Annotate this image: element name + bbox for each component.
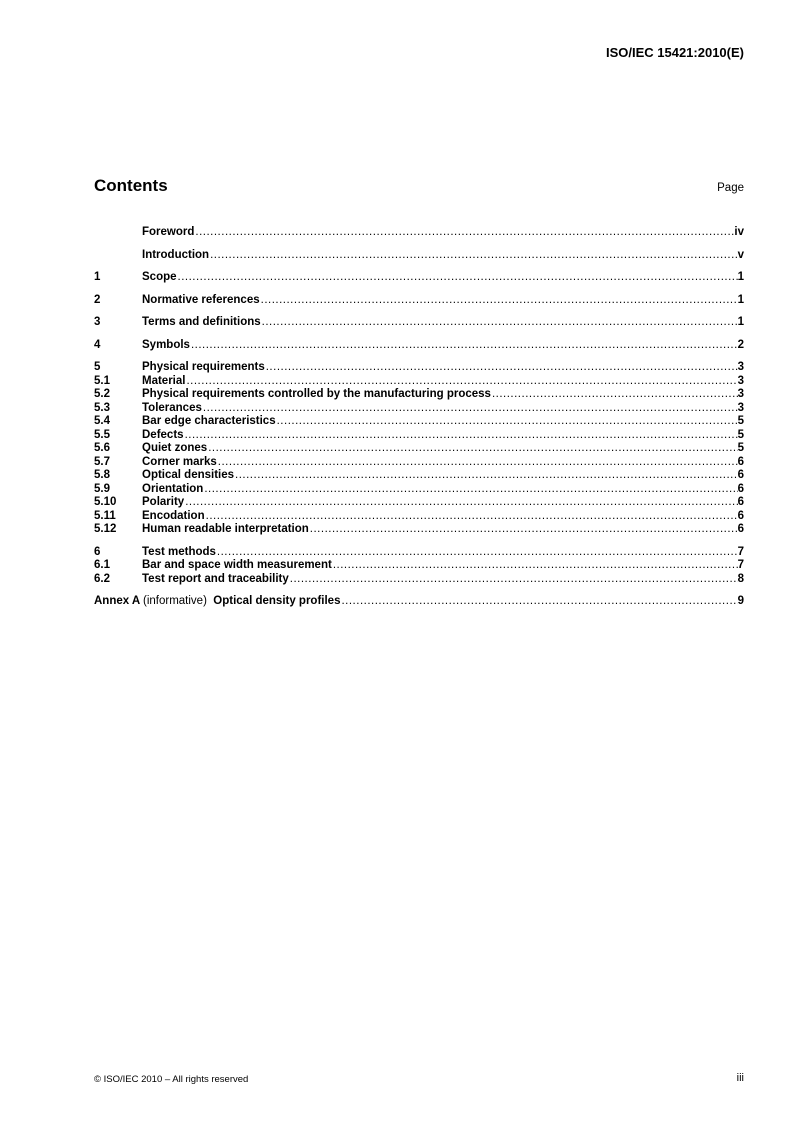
- toc-group: [94, 546, 744, 587]
- toc-entry-number: 5.12: [94, 523, 117, 535]
- toc-dot-leader: [333, 559, 738, 573]
- toc-entry-title: Polarity: [142, 496, 185, 508]
- toc-entry-page: 7: [737, 559, 744, 571]
- toc-entry-page: 6: [737, 509, 744, 522]
- annex-qualifier: (informative): [143, 595, 207, 607]
- toc-entry-number: 6.1: [94, 559, 110, 571]
- toc-entry-page: 6: [737, 482, 744, 495]
- toc-entry-number: 5.2: [94, 388, 110, 400]
- toc-entry[interactable]: [94, 546, 744, 560]
- toc-entry-title: Human readable interpretation: [142, 523, 309, 535]
- toc-entry-title: Scope: [142, 271, 177, 283]
- toc-entry-number: 5.10: [94, 496, 117, 508]
- toc-entry-number: 5: [94, 361, 101, 373]
- toc-dot-leader: [261, 294, 738, 308]
- toc-group: [94, 249, 744, 263]
- toc-entry-number: 5.7: [94, 455, 110, 468]
- toc-entry-number: 2: [94, 293, 101, 306]
- toc-entry-title: Encodation: [142, 509, 205, 522]
- toc-entry-title: Terms and definitions: [142, 316, 261, 328]
- toc-entry[interactable]: [94, 339, 744, 353]
- toc-entry-number: 1: [94, 271, 101, 283]
- toc-entry-page: 1: [737, 316, 744, 328]
- toc-dot-leader: [186, 375, 737, 389]
- toc-entry-page: 7: [737, 545, 744, 558]
- toc-dot-leader: [492, 388, 738, 402]
- toc-entry[interactable]: [94, 361, 744, 375]
- toc-dot-leader: [341, 595, 737, 609]
- toc-dot-leader: [178, 271, 738, 285]
- toc-entry-page: 9: [737, 595, 744, 607]
- toc-entry[interactable]: [94, 496, 744, 510]
- page-number: iii: [736, 1072, 744, 1084]
- toc-entry-number: 6.2: [94, 572, 110, 585]
- annex-title-group: [94, 595, 340, 609]
- toc-dot-leader: [235, 469, 738, 483]
- annex-label: Annex A: [94, 595, 140, 607]
- toc-entry[interactable]: [94, 294, 744, 308]
- toc-entry-page: iv: [734, 226, 744, 238]
- toc-entry-title: Normative references: [142, 293, 260, 306]
- toc-entry[interactable]: [94, 415, 744, 429]
- toc-group: [94, 595, 744, 609]
- toc-entry-title: Symbols: [142, 338, 190, 351]
- toc-entry-page: 3: [737, 388, 744, 400]
- toc-group: [94, 226, 744, 240]
- toc-entry-title: Foreword: [142, 226, 195, 238]
- toc-dot-leader: [262, 316, 738, 330]
- toc-entry-title: Introduction: [142, 248, 210, 261]
- toc-entry[interactable]: [94, 375, 744, 389]
- toc-entry-page: v: [737, 248, 744, 261]
- toc-dot-leader: [210, 249, 738, 263]
- toc-entry[interactable]: [94, 249, 744, 263]
- toc-entry-page: 1: [737, 293, 744, 306]
- toc-dot-leader: [206, 510, 738, 524]
- toc-entry[interactable]: [94, 402, 744, 416]
- toc-entry-title: Tolerances: [142, 401, 202, 414]
- toc-group: [94, 339, 744, 353]
- toc-group: [94, 294, 744, 308]
- toc-dot-leader: [204, 483, 737, 497]
- document-id: ISO/IEC 15421:2010(E): [605, 45, 744, 60]
- copyright-notice: © ISO/IEC 2010 – All rights reserved: [94, 1074, 249, 1085]
- toc-entry[interactable]: [94, 316, 744, 330]
- toc-entry[interactable]: [94, 573, 744, 587]
- toc-entry-title: Material: [142, 374, 186, 387]
- toc-entry-number: 4: [94, 338, 101, 351]
- toc-entry-page: 6: [737, 469, 744, 481]
- toc-dot-leader: [218, 456, 738, 470]
- toc-entry-number: 5.8: [94, 469, 110, 481]
- toc-entry-page: 5: [737, 442, 744, 454]
- toc-entry-page: 2: [737, 338, 744, 351]
- toc-entry-number: 5.5: [94, 428, 110, 441]
- toc-dot-leader: [266, 361, 738, 375]
- annex-title: Optical density profiles: [213, 595, 341, 607]
- toc-dot-leader: [277, 415, 738, 429]
- toc-entry[interactable]: [94, 523, 744, 537]
- toc-entry-number: 3: [94, 316, 101, 328]
- toc-entry-page: 1: [737, 271, 744, 283]
- table-of-contents: [94, 226, 744, 618]
- toc-entry[interactable]: [94, 483, 744, 497]
- toc-dot-leader: [191, 339, 738, 353]
- toc-dot-leader: [290, 573, 738, 587]
- toc-entry-page: 3: [737, 401, 744, 414]
- contents-heading-row: [94, 176, 744, 196]
- toc-dot-leader: [310, 523, 738, 537]
- toc-entry-title: Physical requirements controlled by the manufacturing process: [142, 388, 491, 400]
- toc-entry-title: Corner marks: [142, 455, 217, 468]
- toc-entry-title: Bar and space width measurement: [142, 559, 332, 571]
- toc-entry-page: 6: [737, 496, 744, 508]
- toc-entry[interactable]: [94, 469, 744, 483]
- toc-entry-title: Defects: [142, 428, 184, 441]
- toc-entry-number: 5.4: [94, 415, 110, 427]
- toc-entry-title: Test report and traceability: [142, 572, 289, 585]
- toc-entry-page: 5: [737, 428, 744, 441]
- toc-entry[interactable]: [94, 388, 744, 402]
- toc-entry-title: Quiet zones: [142, 442, 208, 454]
- toc-entry[interactable]: [94, 429, 744, 443]
- toc-entry[interactable]: [94, 226, 744, 240]
- contents-title: Contents: [94, 176, 168, 195]
- toc-entry-title: Test methods: [142, 545, 216, 558]
- toc-entry-title: Orientation: [142, 482, 204, 495]
- toc-entry[interactable]: [94, 510, 744, 524]
- toc-entry-number: 5.1: [94, 374, 110, 387]
- toc-entry-page: 5: [737, 415, 744, 427]
- toc-entry[interactable]: [94, 456, 744, 470]
- toc-entry-number: 6: [94, 545, 101, 558]
- toc-dot-leader: [208, 442, 737, 456]
- toc-group: [94, 316, 744, 330]
- toc-entry-title: Optical densities: [142, 469, 235, 481]
- toc-entry[interactable]: [94, 271, 744, 285]
- toc-dot-leader: [185, 496, 737, 510]
- toc-entry-number: 5.11: [94, 509, 116, 522]
- toc-dot-leader: [203, 402, 738, 416]
- toc-entry-number: 5.6: [94, 442, 110, 454]
- toc-entry-title: Physical requirements: [142, 361, 265, 373]
- toc-dot-leader: [217, 546, 738, 560]
- toc-entry-number: 5.3: [94, 401, 110, 414]
- toc-entry-page: 8: [737, 572, 744, 585]
- toc-group: [94, 271, 744, 285]
- toc-entry-page: 3: [737, 374, 744, 387]
- toc-entry[interactable]: [94, 559, 744, 573]
- toc-entry-page: 6: [737, 523, 744, 535]
- toc-dot-leader: [185, 429, 738, 443]
- toc-entry-page: 3: [737, 361, 744, 373]
- toc-dot-leader: [195, 226, 734, 240]
- toc-entry-number: 5.9: [94, 482, 110, 495]
- toc-entry-title: Bar edge characteristics: [142, 415, 276, 427]
- toc-group: [94, 361, 744, 537]
- toc-entry-annex[interactable]: [94, 595, 744, 609]
- toc-entry[interactable]: [94, 442, 744, 456]
- page-column-label: Page: [717, 182, 744, 194]
- toc-entry-page: 6: [737, 455, 744, 468]
